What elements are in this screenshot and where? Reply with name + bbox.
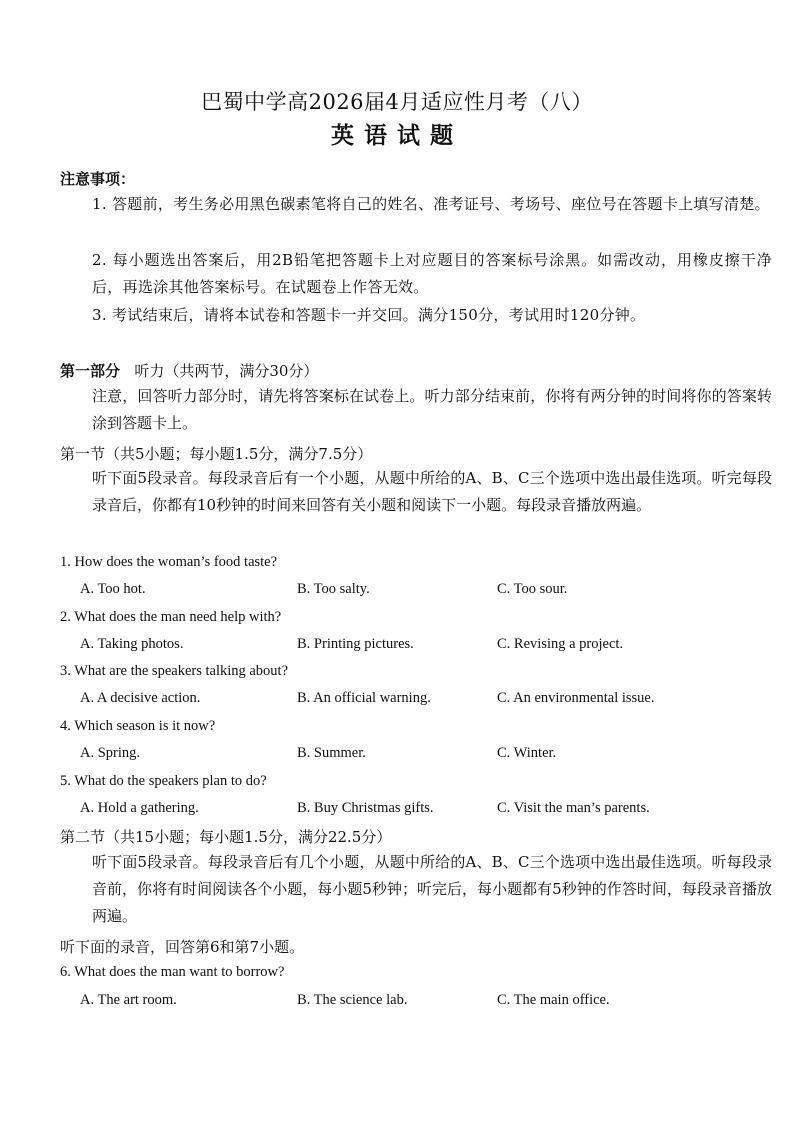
question-3: 3. What are the speakers talking about? xyxy=(60,663,289,679)
notice-item-1: 1. 答题前，考生务必用黑色碳素笔将自己的姓名、准考证号、考场号、座位号在答题卡上填写清楚。 xyxy=(92,195,770,213)
question-1: 1. How does the woman’s food taste? xyxy=(60,554,278,570)
option-c: C. Winter. xyxy=(497,745,557,761)
notice-item-3: 3. 考试结束后，请将本试卷和答题卡一并交回。满分150分，考试用时120分钟。 xyxy=(92,306,646,324)
section1-instructions: 听下面5段录音。每段录音后有一个小题，从题中所给的A、B、C三个选项中选出最佳选项。听完每段录音后，你都有10秒钟的时间来回答有关小题和阅读下一小题。每段录音播放两遍。 xyxy=(92,469,772,514)
option-b: B. Printing pictures. xyxy=(297,636,414,652)
part1-heading xyxy=(60,360,318,381)
section1-heading: 第一节（共5小题；每小题1.5分，满分7.5分） xyxy=(60,445,373,463)
option-c: C. Too sour. xyxy=(497,581,568,597)
question-5: 5. What do the speakers plan to do? xyxy=(60,773,267,789)
option-a: A. Taking photos. xyxy=(80,636,184,652)
option-b: B. An official warning. xyxy=(297,690,431,706)
option-a: A. Too hot. xyxy=(80,581,146,597)
section2-instructions: 听下面5段录音。每段录音后有几个小题，从题中所给的A、B、C三个选项中选出最佳选项。听每段录音前，你将有时间阅读各个小题，每小题5秒钟；听完后，每小题都有5秒钟的作答时间，每段录音播放两遍。 xyxy=(92,853,772,925)
option-c: C. Revising a project. xyxy=(497,636,624,652)
option-a: A. Spring. xyxy=(80,745,141,761)
option-c: C. Visit the man’s parents. xyxy=(497,800,650,816)
question-6: 6. What does the man want to borrow? xyxy=(60,964,285,980)
question-4: 4. Which season is it now? xyxy=(60,718,216,734)
option-a: A. Hold a gathering. xyxy=(80,800,199,816)
option-a: A. The art room. xyxy=(80,992,177,1008)
part1-note: 注意，回答听力部分时，请先将答案标在试卷上。听力部分结束前，你将有两分钟的时间将你的答案转涂到答题卡上。 xyxy=(92,387,772,432)
part1-heading-rest: 听力（共两节，满分30分） xyxy=(134,362,319,380)
section2-heading: 第二节（共15小题；每小题1.5分，满分22.5分） xyxy=(60,828,392,846)
option-b: B. Summer. xyxy=(297,745,366,761)
notice-item-2: 2. 每小题选出答案后，用2B铅笔把答题卡上对应题目的答案标号涂黑。如需改动，用橡皮擦干净后，再选涂其他答案标号。在试题卷上作答无效。 xyxy=(92,251,772,296)
option-b: B. Buy Christmas gifts. xyxy=(297,800,434,816)
notice-heading: 注意事项： xyxy=(60,170,136,188)
exam-title: 巴蜀中学高2026届4月适应性月考（八） xyxy=(201,90,593,114)
option-c: C. An environmental issue. xyxy=(497,690,655,706)
option-c: C. The main office. xyxy=(497,992,610,1008)
section2-prompt: 听下面的录音，回答第6和第7小题。 xyxy=(60,938,305,956)
part1-label: 第一部分 xyxy=(60,362,121,380)
question-2: 2. What does the man need help with? xyxy=(60,609,282,625)
option-b: B. The science lab. xyxy=(297,992,408,1008)
option-a: A. A decisive action. xyxy=(80,690,201,706)
option-b: B. Too salty. xyxy=(297,581,370,597)
exam-subtitle: 英语试题 xyxy=(331,122,463,149)
